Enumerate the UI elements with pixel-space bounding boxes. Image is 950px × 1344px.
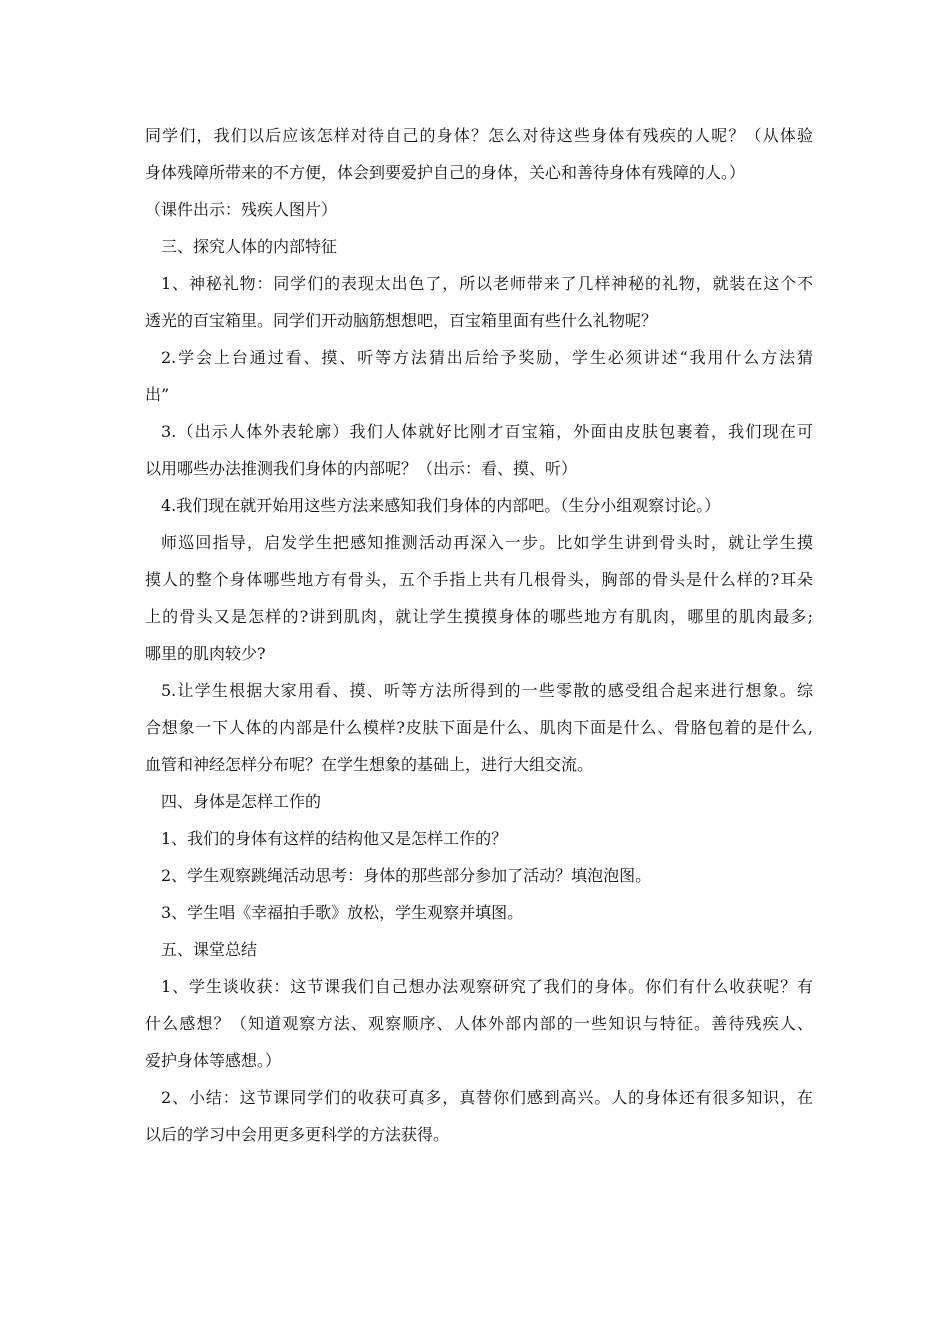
text-line: 透光的百宝箱里。同学们开动脑筋想想吧，百宝箱里面有些什么礼物呢？ — [145, 311, 658, 330]
text-line: 什么感想？（知道观察方法、观察顺序、人体外部内部的一些知识与特征。善待残疾人、 — [145, 1014, 813, 1033]
text-line: 1、学生谈收获：这节课我们自己想办法观察研究了我们的身体。你们有什么收获呢？有 — [161, 977, 813, 996]
text-line: 师巡回指导，启发学生把感知推测活动再深入一步。比如学生讲到骨头时，就让学生摸 — [161, 533, 813, 552]
text-line: 3.（出示人体外表轮廓）我们人体就好比刚才百宝箱，外面由皮肤包裹着，我们现在可 — [161, 422, 813, 441]
section-heading: 三、探究人体的内部特征 — [161, 237, 338, 256]
section-heading: 四、身体是怎样工作的 — [161, 792, 322, 811]
text-line: 2、学生观察跳绳活动思考：身体的那些部分参加了活动？填泡泡图。 — [161, 866, 652, 885]
text-line: 爱护身体等感想。） — [145, 1051, 282, 1070]
section-heading: 五、课堂总结 — [161, 940, 258, 959]
text-line: （课件出示：残疾人图片） — [145, 200, 338, 219]
text-line: 1、我们的身体有这样的结构他又是怎样工作的？ — [161, 829, 508, 848]
text-line: 2.学会上台通过看、摸、听等方法猜出后给予奖励，学生必须讲述“我用什么方法猜 — [161, 348, 813, 367]
text-line: 5.让学生根据大家用看、摸、听等方法所得到的一些零散的感受组合起来进行想象。综 — [161, 681, 813, 700]
text-line: 3、学生唱《幸福拍手歌》放松，学生观察并填图。 — [161, 903, 524, 922]
text-line: 2、小结：这节课同学们的收获可真多，真替你们感到高兴。人的身体还有很多知识，在 — [161, 1088, 813, 1107]
text-line: 摸人的整个身体哪些地方有骨头，五个手指上共有几根骨头，胸部的骨头是什么样的?耳朵 — [145, 570, 813, 589]
text-line: 出” — [145, 385, 170, 404]
text-line: 以后的学习中会用更多更科学的方法获得。 — [145, 1125, 450, 1144]
text-line: 同学们，我们以后应该怎样对待自己的身体？怎么对待这些身体有残疾的人呢？（从体验 — [145, 126, 813, 145]
text-line: 身体残障所带来的不方便，体会到要爱护自己的身体，关心和善待身体有残障的人。） — [145, 163, 746, 182]
document-body — [145, 122, 813, 1158]
text-line: 合想象一下人体的内部是什么模样?皮肤下面是什么、肌肉下面是什么、骨胳包着的是什么, — [145, 718, 813, 737]
text-line: 以用哪些办法推测我们身体的内部呢？（出示：看、摸、听） — [145, 459, 578, 478]
text-line: 4.我们现在就开始用这些方法来感知我们身体的内部吧。（生分小组观察讨论。） — [161, 496, 721, 515]
text-line: 上的骨头又是怎样的?讲到肌肉，就让学生摸摸身体的哪些地方有肌肉，哪里的肌肉最多; — [145, 607, 813, 626]
text-line: 血管和神经怎样分布呢？在学生想象的基础上，进行大组交流。 — [145, 755, 594, 774]
text-line: 哪里的肌肉较少? — [145, 644, 266, 663]
text-line: 1、神秘礼物：同学们的表现太出色了，所以老师带来了几样神秘的礼物，就装在这个不 — [161, 274, 813, 293]
